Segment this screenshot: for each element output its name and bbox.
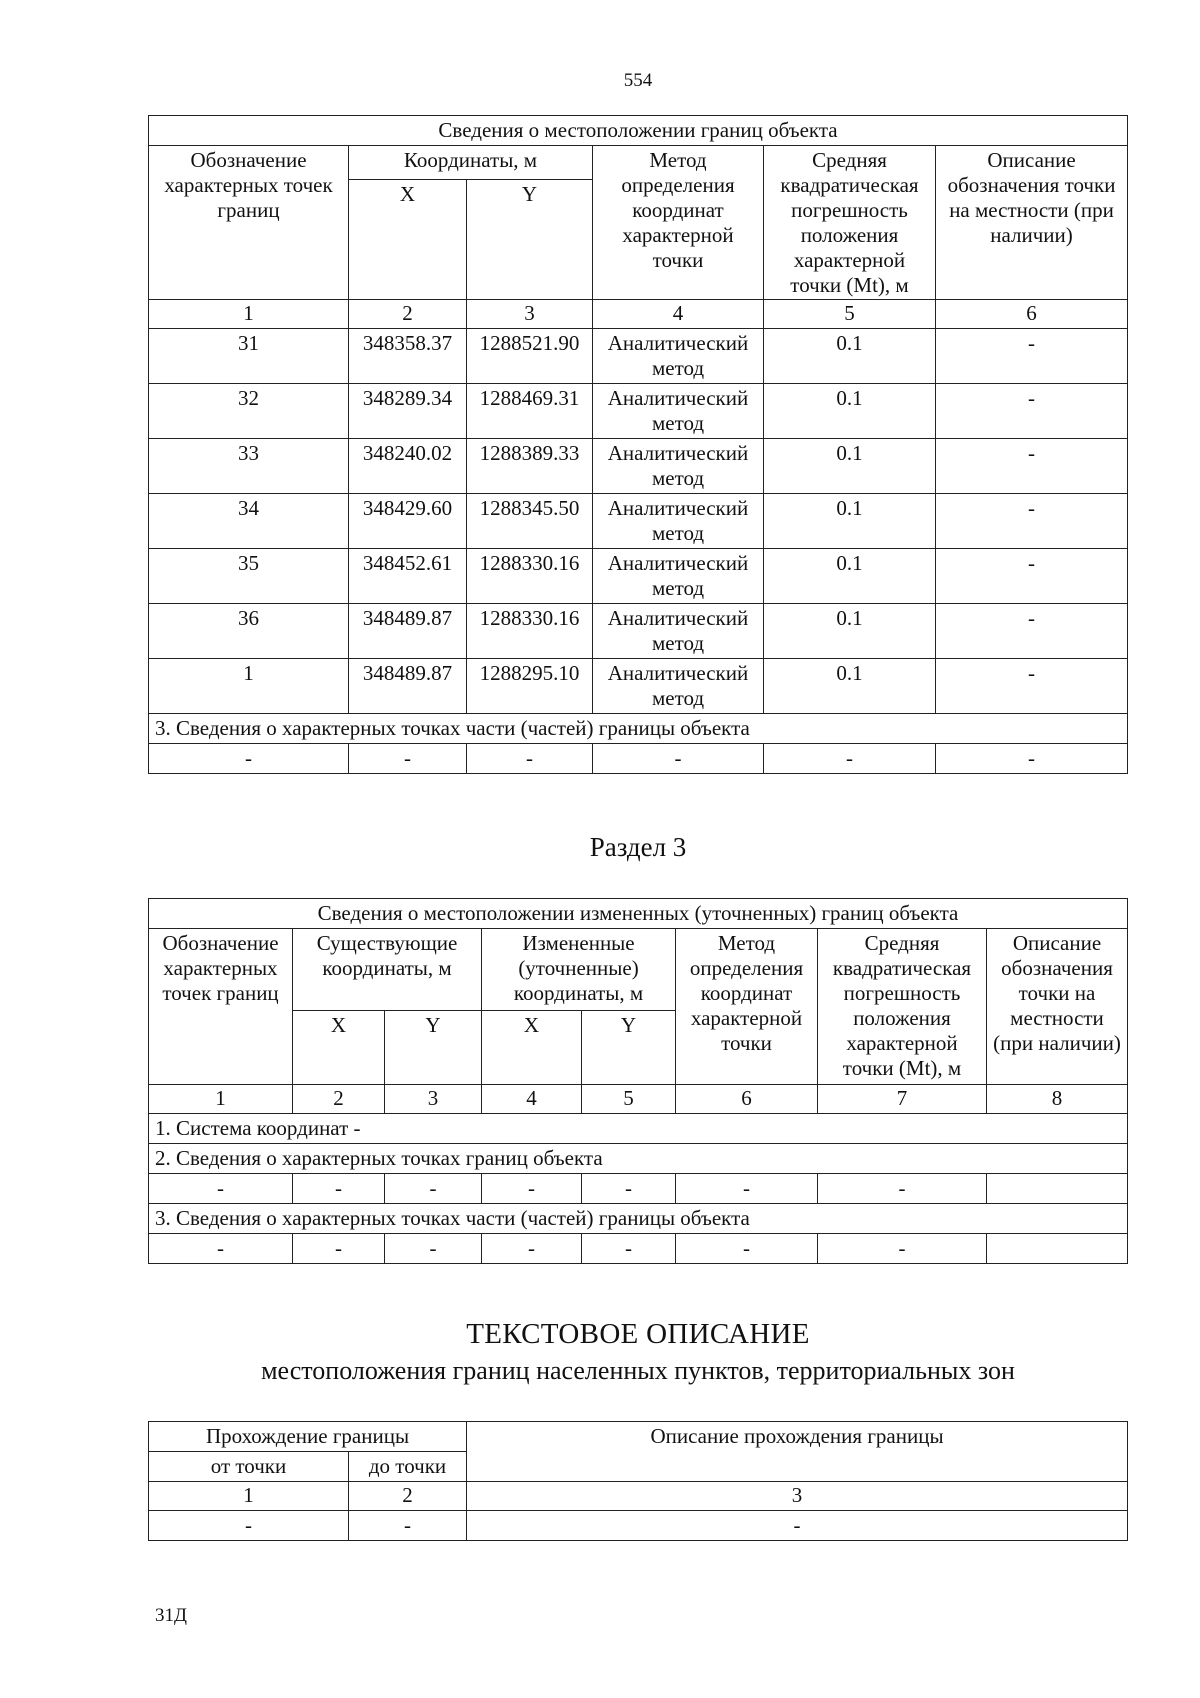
dash-cell: - bbox=[349, 1511, 467, 1541]
dash-cell: - bbox=[149, 1511, 349, 1541]
dash-cell: - bbox=[593, 744, 764, 774]
dash-cell: - bbox=[467, 744, 593, 774]
table-row bbox=[149, 1234, 1128, 1264]
coord-x: 348489.87 bbox=[349, 659, 467, 714]
dash-cell: - bbox=[764, 744, 936, 774]
point-id: 34 bbox=[149, 494, 349, 549]
column-number: 3 bbox=[467, 300, 593, 329]
point-id: 33 bbox=[149, 439, 349, 494]
column-number: 8 bbox=[987, 1085, 1128, 1114]
textual-description-subtitle: местоположения границ населенных пунктов, территориальных зон bbox=[261, 1356, 1015, 1385]
coord-y: 1288295.10 bbox=[467, 659, 593, 714]
method: Аналитический метод bbox=[593, 439, 764, 494]
table-row bbox=[149, 549, 1128, 604]
coord-x: 348289.34 bbox=[349, 384, 467, 439]
table-title: Сведения о местоположении границ объекта bbox=[149, 116, 1128, 146]
coord-y: 1288469.31 bbox=[467, 384, 593, 439]
coord-x: 348429.60 bbox=[349, 494, 467, 549]
table-row bbox=[149, 494, 1128, 549]
table-row bbox=[149, 659, 1128, 714]
method: Аналитический метод bbox=[593, 494, 764, 549]
page-number: 554 bbox=[623, 70, 653, 91]
column-number: 2 bbox=[349, 1482, 467, 1511]
column-number: 6 bbox=[936, 300, 1128, 329]
column-number: 6 bbox=[676, 1085, 818, 1114]
dash-cell: - bbox=[149, 1234, 293, 1264]
coord-x: 348240.02 bbox=[349, 439, 467, 494]
header-coordinates: Координаты, м bbox=[349, 146, 593, 180]
error: 0.1 bbox=[764, 549, 936, 604]
header-y-existing: Y bbox=[385, 1011, 482, 1085]
method: Аналитический метод bbox=[593, 659, 764, 714]
description: - bbox=[936, 604, 1128, 659]
dash-cell: - bbox=[936, 744, 1128, 774]
section-heading: Раздел 3 bbox=[589, 832, 687, 862]
header-existing-coordinates: Существующие координаты, м bbox=[293, 929, 482, 1011]
error: 0.1 bbox=[764, 604, 936, 659]
dash-cell: - bbox=[349, 744, 467, 774]
boundary-location-table bbox=[148, 115, 1128, 774]
dash-cell: - bbox=[149, 1174, 293, 1204]
column-number: 1 bbox=[149, 1482, 349, 1511]
dash-cell bbox=[987, 1234, 1128, 1264]
method: Аналитический метод bbox=[593, 549, 764, 604]
coord-y: 1288389.33 bbox=[467, 439, 593, 494]
dash-cell: - bbox=[293, 1174, 385, 1204]
column-number: 5 bbox=[582, 1085, 676, 1114]
coord-x: 348489.87 bbox=[349, 604, 467, 659]
dash-cell: - bbox=[676, 1174, 818, 1204]
description: - bbox=[936, 549, 1128, 604]
header-from-point: от точки bbox=[149, 1452, 349, 1482]
point-id: 1 bbox=[149, 659, 349, 714]
dash-cell: - bbox=[582, 1174, 676, 1204]
table-row bbox=[149, 744, 1128, 774]
table-row bbox=[149, 384, 1128, 439]
header-y: Y bbox=[467, 180, 593, 300]
boundary-passage-table bbox=[148, 1421, 1128, 1541]
column-number: 2 bbox=[349, 300, 467, 329]
error: 0.1 bbox=[764, 384, 936, 439]
column-number: 2 bbox=[293, 1085, 385, 1114]
point-id: 32 bbox=[149, 384, 349, 439]
table-row bbox=[149, 439, 1128, 494]
point-id: 35 bbox=[149, 549, 349, 604]
header-points: Обозначение характерных точек границ bbox=[149, 146, 349, 300]
coord-system-heading: 1. Система координат - bbox=[149, 1114, 1128, 1144]
header-description: Описание обозначения точки на местности (при наличии) bbox=[987, 929, 1128, 1085]
parts-heading: 3. Сведения о характерных точках части (частей) границы объекта bbox=[149, 1204, 1128, 1234]
description: - bbox=[936, 384, 1128, 439]
table-row bbox=[149, 329, 1128, 384]
dash-cell: - bbox=[818, 1174, 987, 1204]
description: - bbox=[936, 439, 1128, 494]
column-number: 1 bbox=[149, 300, 349, 329]
coord-y: 1288330.16 bbox=[467, 549, 593, 604]
coord-x: 348358.37 bbox=[349, 329, 467, 384]
coord-x: 348452.61 bbox=[349, 549, 467, 604]
textual-description-title: ТЕКСТОВОЕ ОПИСАНИЕ bbox=[466, 1318, 810, 1350]
header-to-point: до точки bbox=[349, 1452, 467, 1482]
header-passage: Прохождение границы bbox=[149, 1422, 467, 1452]
coord-y: 1288345.50 bbox=[467, 494, 593, 549]
description: - bbox=[936, 494, 1128, 549]
header-method: Метод определения координат характерной точки bbox=[593, 146, 764, 300]
dash-cell: - bbox=[149, 744, 349, 774]
table-title: Сведения о местоположении измененных (уточненных) границ объекта bbox=[149, 899, 1128, 929]
dash-cell: - bbox=[385, 1234, 482, 1264]
error: 0.1 bbox=[764, 659, 936, 714]
points-heading: 2. Сведения о характерных точках границ объекта bbox=[149, 1144, 1128, 1174]
dash-cell: - bbox=[467, 1511, 1128, 1541]
column-number: 7 bbox=[818, 1085, 987, 1114]
coord-y: 1288521.90 bbox=[467, 329, 593, 384]
parts-heading: 3. Сведения о характерных точках части (частей) границы объекта bbox=[149, 714, 1128, 744]
point-id: 36 bbox=[149, 604, 349, 659]
table-row bbox=[149, 604, 1128, 659]
header-description: Описание обозначения точки на местности (при наличии) bbox=[936, 146, 1128, 300]
header-x: X bbox=[349, 180, 467, 300]
dash-cell: - bbox=[385, 1174, 482, 1204]
error: 0.1 bbox=[764, 494, 936, 549]
header-points: Обозначение характерных точек границ bbox=[149, 929, 293, 1085]
header-changed-coordinates: Измененные (уточненные) координаты, м bbox=[482, 929, 676, 1011]
column-number: 3 bbox=[385, 1085, 482, 1114]
column-number: 1 bbox=[149, 1085, 293, 1114]
table-row bbox=[149, 1511, 1128, 1541]
footer-code: 31Д bbox=[155, 1605, 187, 1626]
changed-boundaries-table bbox=[148, 898, 1128, 1264]
dash-cell: - bbox=[582, 1234, 676, 1264]
column-number: 4 bbox=[482, 1085, 582, 1114]
method: Аналитический метод bbox=[593, 604, 764, 659]
method: Аналитический метод bbox=[593, 329, 764, 384]
dash-cell: - bbox=[676, 1234, 818, 1264]
header-x-changed: X bbox=[482, 1011, 582, 1085]
column-number: 4 bbox=[593, 300, 764, 329]
header-error: Средняя квадратическая погрешность положения характерной точки (Mt), м bbox=[764, 146, 936, 300]
dash-cell: - bbox=[818, 1234, 987, 1264]
column-number: 5 bbox=[764, 300, 936, 329]
header-y-changed: Y bbox=[582, 1011, 676, 1085]
header-error: Средняя квадратическая погрешность положения характерной точки (Mt), м bbox=[818, 929, 987, 1085]
dash-cell bbox=[987, 1174, 1128, 1204]
description: - bbox=[936, 659, 1128, 714]
method: Аналитический метод bbox=[593, 384, 764, 439]
description: - bbox=[936, 329, 1128, 384]
error: 0.1 bbox=[764, 329, 936, 384]
dash-cell: - bbox=[482, 1174, 582, 1204]
header-x-existing: X bbox=[293, 1011, 385, 1085]
column-number: 3 bbox=[467, 1482, 1128, 1511]
error: 0.1 bbox=[764, 439, 936, 494]
coord-y: 1288330.16 bbox=[467, 604, 593, 659]
table-row bbox=[149, 1174, 1128, 1204]
dash-cell: - bbox=[482, 1234, 582, 1264]
dash-cell: - bbox=[293, 1234, 385, 1264]
header-method: Метод определения координат характерной точки bbox=[676, 929, 818, 1085]
header-passage-description: Описание прохождения границы bbox=[467, 1422, 1128, 1482]
point-id: 31 bbox=[149, 329, 349, 384]
